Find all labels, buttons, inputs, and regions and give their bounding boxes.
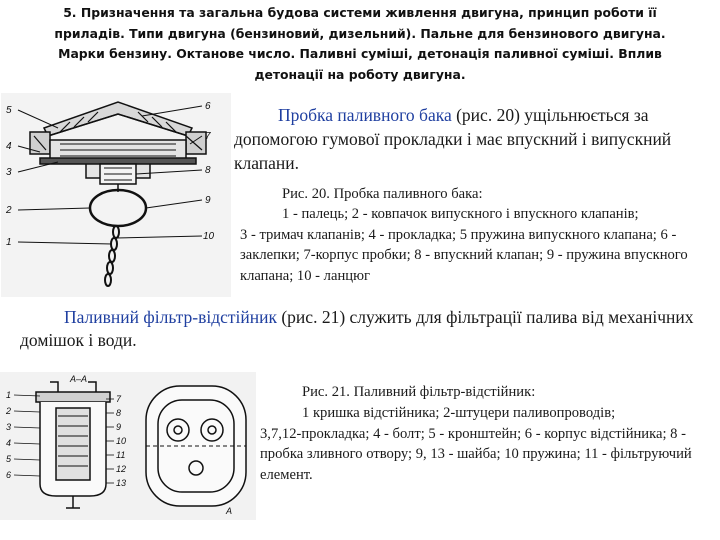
fig21-view-label: А–А (70, 374, 88, 384)
fig20-label: 10 (203, 231, 215, 242)
title-line-3: Марки бензину. Октанове число. Паливні суміші, детонація паливної суміші. Вплив (58, 46, 662, 61)
fuel-filter-figure (0, 372, 256, 520)
fig21-label: 1 (6, 390, 12, 400)
fig21-view-label: А (226, 506, 233, 516)
fig21-caption-title: Рис. 21. Паливний фільтр-відстійник: (302, 384, 536, 400)
fuel-cap-paragraph (234, 103, 714, 175)
fig20-label: 2 (6, 205, 12, 216)
fig20-label: 3 (6, 167, 12, 178)
fig21-label: 11 (116, 450, 126, 460)
title-line-4: детонації на роботу двигуна. (254, 66, 466, 82)
fuel-filter-term: Паливний фільтр-відстійник (64, 307, 277, 327)
fig20-label: 9 (205, 195, 211, 206)
fig20-label: 4 (6, 141, 12, 152)
fig21-label: 2 (6, 406, 12, 416)
fuel-filter-paragraph (20, 306, 714, 352)
fuel-cap-figure (0, 92, 232, 298)
fig20-label: 1 (6, 237, 12, 248)
fig20-caption-title: Рис. 20. Пробка паливного бака: (282, 186, 483, 202)
fig20-caption-line: 1 - палець; 2 - ковпачок випускного і впускного клапанів; (282, 206, 639, 223)
title-line-2: приладів. Типи двигуна (бензиновий, дизельний). Пальне для бензинового двигуна. (54, 25, 666, 41)
fig20-caption-rest: 3 - тримач клапанів; 4 - прокладка; 5 пружина випускного клапана; 6 - заклепки; 7-корпус пробки; 8 - впускний клапан; 9 - пружина впускного клапана; 10 - ланцюг (240, 226, 688, 284)
fuel-filter-description: (рис. 21) служить для фільтрації палива від механічних домішок і води. (20, 307, 694, 350)
fig20-label: 8 (205, 165, 211, 176)
fig21-caption-line: 1 кришка відстійника; 2-штуцери паливопроводів; (302, 404, 616, 421)
fig21-label: 3 (6, 422, 12, 432)
fig21-label: 13 (116, 478, 127, 488)
fig21-caption-rest: 3,7,12-прокладка; 4 - болт; 5 - кронштейн; 6 - корпус відстійника; 8 - пробка зливного отвору; 9, 13 - шайба; 10 пружина; 11 - фільтруючий елемент. (260, 425, 692, 484)
fig21-label: 12 (116, 464, 127, 474)
fig20-caption (240, 184, 718, 286)
title-line-1: 5. Призначення та загальна будова системи живлення двигуна, принцип роботи її (63, 5, 657, 20)
fig21-label: 9 (116, 422, 122, 432)
fig21-label: 10 (116, 436, 127, 446)
fuel-cap-term: Пробка паливного бака (278, 105, 452, 125)
fig20-label: 7 (205, 131, 211, 142)
fig20-label: 6 (205, 101, 211, 112)
fig21-label: 6 (6, 470, 12, 480)
fuel-cap-description: (рис. 20) ущільнюється за допомогою гумової прокладки і має впускний і випускний клапани. (234, 105, 672, 173)
fig21-label: 8 (116, 408, 122, 418)
fig21-caption (260, 382, 716, 486)
page-title (6, 3, 714, 85)
fig21-label: 7 (116, 394, 122, 404)
fig20-label: 5 (6, 105, 12, 116)
fig21-label: 4 (6, 438, 12, 448)
fig21-label: 5 (6, 454, 12, 464)
